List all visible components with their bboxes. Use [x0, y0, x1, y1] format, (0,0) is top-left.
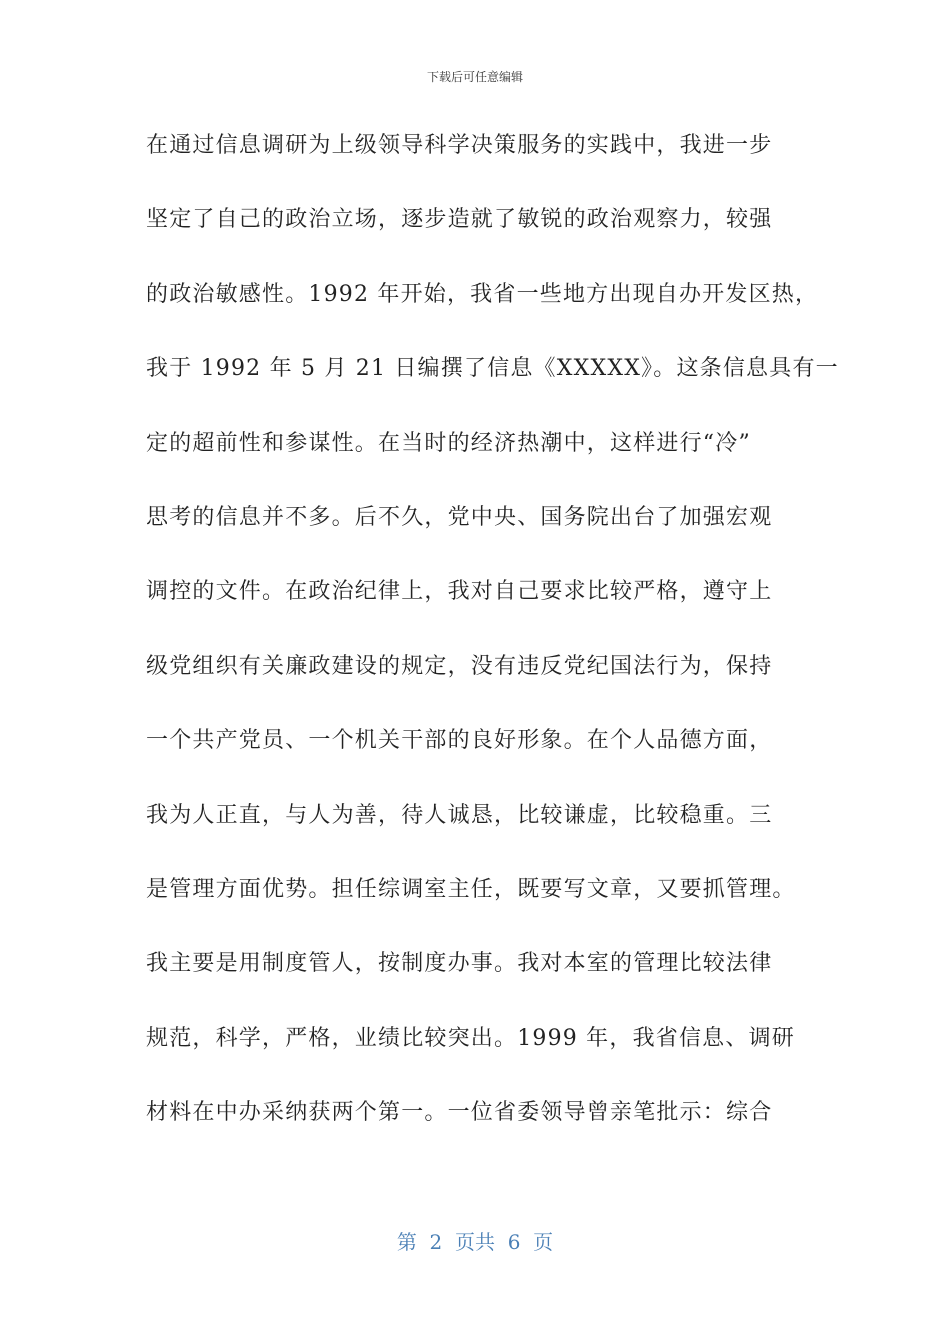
body-line: 级党组织有关廉政建设的规定，没有违反党纪国法行为，保持 — [146, 653, 773, 679]
body-line: 我于 1992 年 5 月 21 日编撰了信息《XXXXX》。这条信息具有一 — [146, 356, 839, 382]
body-line: 调控的文件。在政治纪律上，我对自己要求比较严格，遵守上 — [146, 579, 773, 605]
page-number-footer: 第 2 页共 6 页 — [396, 1230, 554, 1254]
body-line: 是管理方面优势。担任综调室主任，既要写文章，又要抓管理。 — [146, 876, 796, 902]
body-text — [146, 124, 839, 1165]
body-line: 规范，科学，严格，业绩比较突出。1999 年，我省信息、调研 — [146, 1025, 795, 1051]
header-note: 下载后可任意编辑 — [426, 70, 523, 84]
body-line: 思考的信息并不多。后不久，党中央、国务院出台了加强宏观 — [146, 504, 773, 530]
body-line: 定的超前性和参谋性。在当时的经济热潮中，这样进行“冷” — [146, 430, 751, 456]
body-line: 在通过信息调研为上级领导科学决策服务的实践中，我进一步 — [146, 133, 773, 158]
body-line: 材料在中办采纳获两个第一。一位省委领导曾亲笔批示：综合 — [146, 1100, 773, 1126]
body-line: 坚定了自己的政治立场，逐步造就了敏锐的政治观察力，较强 — [146, 207, 773, 233]
body-line: 的政治敏感性。1992 年开始，我省一些地方出现自办开发区热， — [146, 281, 819, 307]
body-line: 一个共产党员、一个机关干部的良好形象。在个人品德方面， — [146, 728, 773, 754]
body-line: 我为人正直，与人为善，待人诚恳，比较谦虚，比较稳重。三 — [146, 802, 773, 828]
body-line: 我主要是用制度管人，按制度办事。我对本室的管理比较法律 — [146, 951, 773, 977]
